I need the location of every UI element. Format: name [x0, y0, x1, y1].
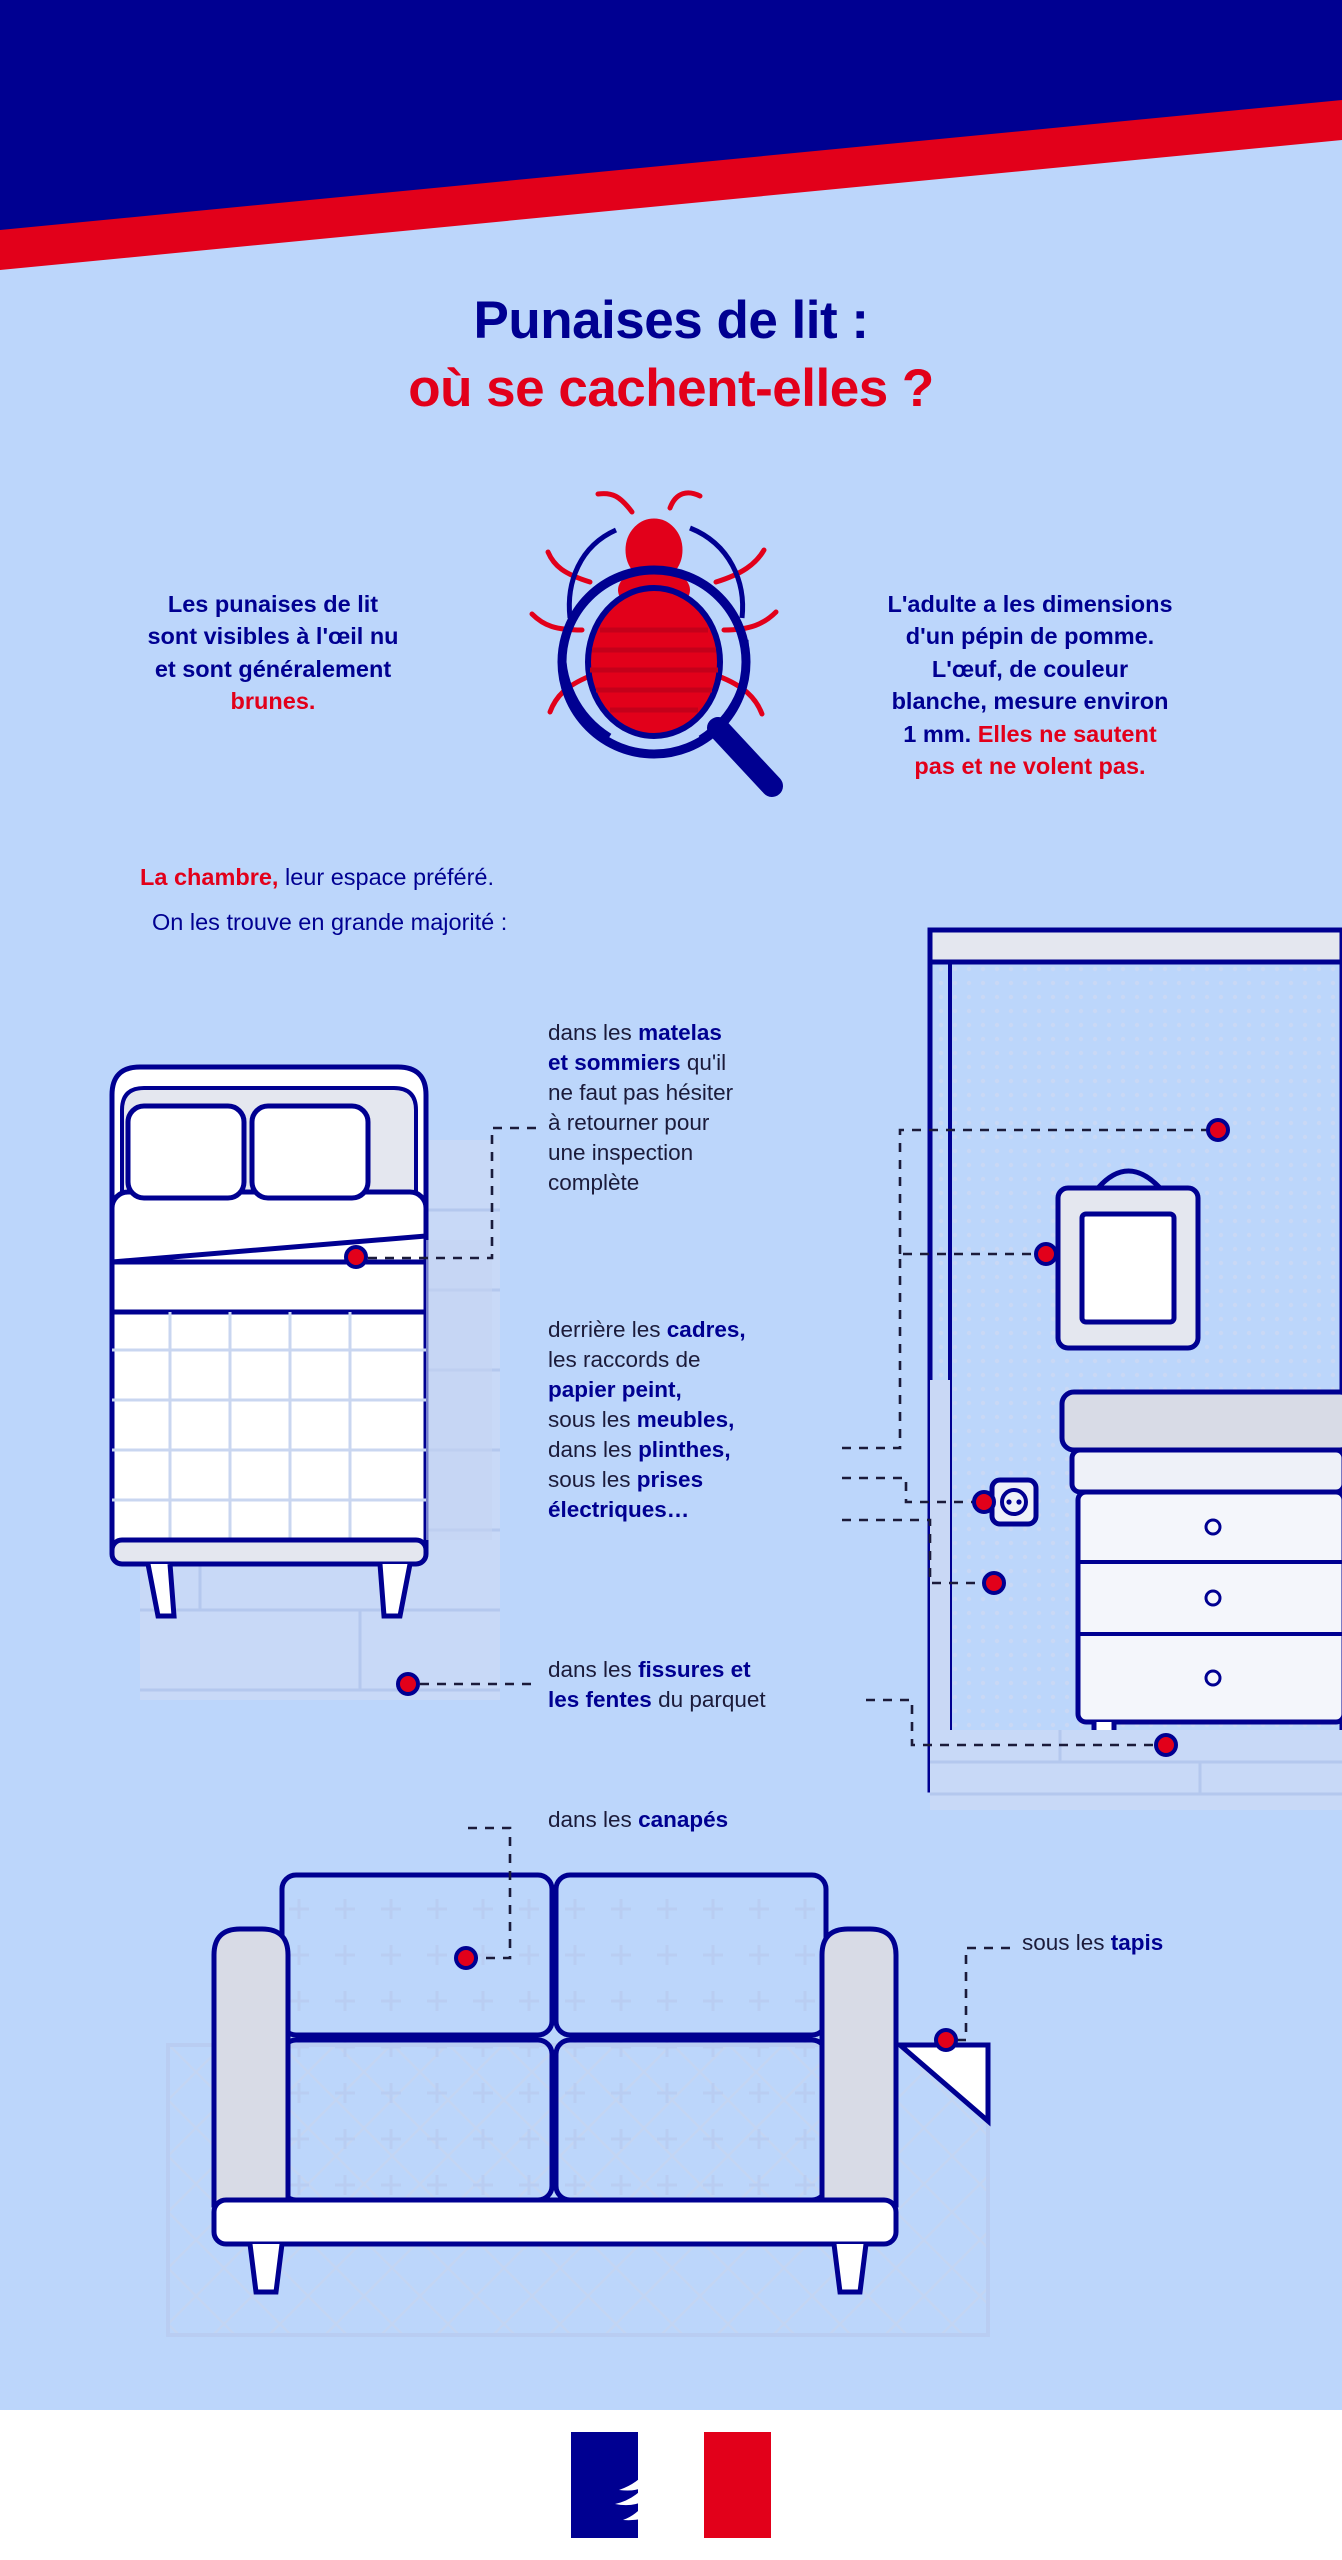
intro-right-highlight1: Elles ne sautent — [977, 720, 1157, 747]
power-socket-icon — [992, 1480, 1036, 1524]
intro-right-line2: d'un pépin de pomme. — [905, 623, 1155, 650]
intro-right-highlight2: pas et ne volent pas. — [914, 753, 1146, 780]
hotspot-dot-mattress — [344, 1245, 368, 1269]
marianne-logo-icon — [571, 2432, 771, 2538]
dresser-illustration — [1062, 1392, 1342, 1760]
floor-right — [930, 1730, 1342, 1810]
callout-canapes: dans les canapés — [548, 1807, 729, 1832]
sofa-illustration — [214, 1875, 896, 2292]
intro-right-line3: L'œuf, de couleur — [931, 655, 1129, 682]
callout-fissures: dans les fissures et les fentes du parquet — [548, 1657, 766, 1712]
bedroom-intro-rest: leur espace préféré. — [278, 864, 494, 890]
hotspot-dot-socket — [972, 1490, 996, 1514]
hotspot-dot-dresser-floor — [1154, 1733, 1178, 1757]
hotspot-dot-rug — [934, 2028, 958, 2052]
intro-left-highlight: brunes. — [230, 688, 316, 715]
callout-cadres: derrière les cadres, les raccords de papier peint, sous les meubles, dans les plinthes, sous les prises électriques… — [548, 1317, 746, 1522]
bedroom-intro-line2: On les trouve en grande majorité : — [152, 909, 508, 936]
page-title: Punaises de lit : — [473, 291, 869, 350]
intro-right-line5: 1 mm. — [903, 720, 972, 747]
hotspot-dot-sofa — [454, 1946, 478, 1970]
picture-frame-illustration — [1058, 1171, 1198, 1348]
callout-tapis: sous les tapis — [1022, 1930, 1164, 1955]
page-subtitle: où se cachent-elles ? — [408, 359, 934, 418]
hotspot-dot-baseboard — [982, 1571, 1006, 1595]
intro-left-line3: et sont généralement — [154, 655, 392, 682]
bedroom-intro-strong: La chambre, — [140, 864, 279, 890]
intro-right-line1: L'adulte a les dimensions — [887, 591, 1173, 617]
callout-matelas: dans les matelas et sommiers qu'il ne faut pas hésiter à retourner pour une inspection complète — [548, 1020, 734, 1195]
hotspot-dot-frame — [1034, 1242, 1058, 1266]
hotspot-dot-floor-crack — [396, 1672, 420, 1696]
intro-left-line1: Les punaises de lit — [167, 591, 379, 617]
footer — [0, 2410, 1342, 2560]
intro-right-line4: blanche, mesure environ — [891, 688, 1169, 715]
hotspot-dot-wall — [1206, 1118, 1230, 1142]
intro-left-line2: sont visibles à l'œil nu — [147, 623, 399, 650]
